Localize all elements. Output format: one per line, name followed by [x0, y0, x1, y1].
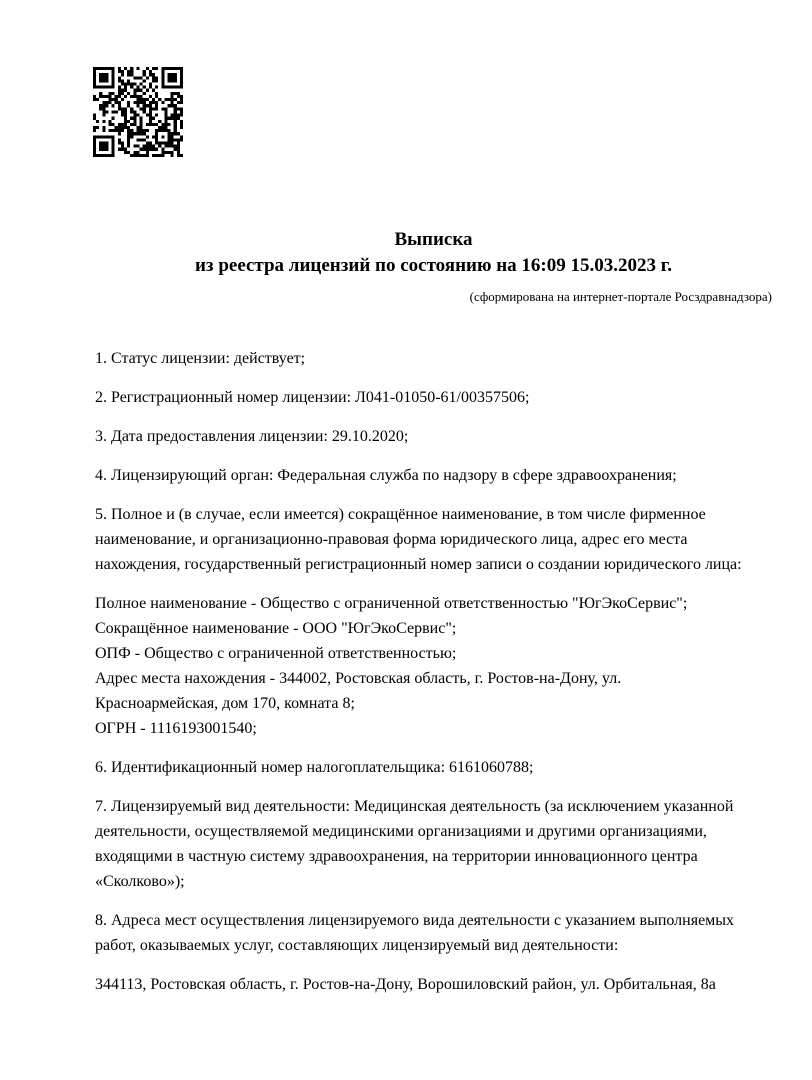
paragraph-entity-intro [95, 502, 747, 577]
paragraph-inn [95, 755, 747, 780]
text-line: 4. Лицензирующий орган: Федеральная служба по надзору в сфере здравоохранения; [95, 467, 677, 484]
paragraph-entity-details [95, 591, 747, 741]
paragraph-activity-addresses-intro [95, 908, 747, 958]
paragraph-licensing-authority [95, 463, 747, 488]
qr-code-icon [93, 67, 183, 157]
text-line: 3. Дата предоставления лицензии: 29.10.2020; [95, 428, 409, 445]
paragraph-activity-address [95, 972, 747, 997]
text-line: 7. Лицензируемый вид деятельности: Медицинская деятельность (за исключением указанной деятельности, осуществляемой медицинскими организациями и другими организациями, входящими в частную систему здравоохранения, на территории инновационного центра «Сколково»); [95, 798, 734, 890]
text-line: 344113, Ростовская область, г. Ростов-на-Дону, Ворошиловский район, ул. Орбитальная, 8а [95, 976, 716, 993]
text-line: ОПФ - Общество с ограниченной ответственностью; [95, 645, 457, 662]
text-line: 8. Адреса мест осуществления лицензируемого вида деятельности с указанием выполняемых работ, оказываемых услуг, составляющих лицензируемый вид деятельности: [95, 912, 735, 954]
text-line: 5. Полное и (в случае, если имеется) сокращённое наименование, в том числе фирменное наименование, и организационно-правовая форма юридического лица, адрес его места нахождения, государственный регистрационный номер записи о создании юридического лица: [95, 506, 742, 573]
paragraph-status [95, 346, 747, 371]
paragraph-grant-date [95, 424, 747, 449]
document-title-line1: Выписка [394, 229, 473, 250]
text-line: Полное наименование - Общество с ограниченной ответственностью "ЮгЭкоСервис"; [95, 595, 688, 612]
text-line: ОГРН - 1116193001540; [95, 720, 257, 737]
text-line: 1. Статус лицензии: действует; [95, 350, 306, 367]
document-subtitle: (сформирована на интернет-портале Росздравнадзора) [469, 289, 772, 304]
text-line: Адрес места нахождения - 344002, Ростовская область, г. Ростов-на-Дону, ул. Красноармейская, дом 170, комната 8; [95, 670, 622, 712]
text-line: 2. Регистрационный номер лицензии: Л041-01050-61/00357506; [95, 389, 530, 406]
text-line: 6. Идентификационный номер налогоплательщика: 6161060788; [95, 759, 534, 776]
text-line: Сокращённое наименование - ООО "ЮгЭкоСервис"; [95, 620, 457, 637]
document-title [95, 227, 772, 279]
document-body [95, 346, 747, 997]
document-title-line2: из реестра лицензий по состоянию на 16:09 15.03.2023 г. [194, 255, 672, 276]
paragraph-activity-type [95, 794, 747, 894]
paragraph-reg-number [95, 385, 747, 410]
